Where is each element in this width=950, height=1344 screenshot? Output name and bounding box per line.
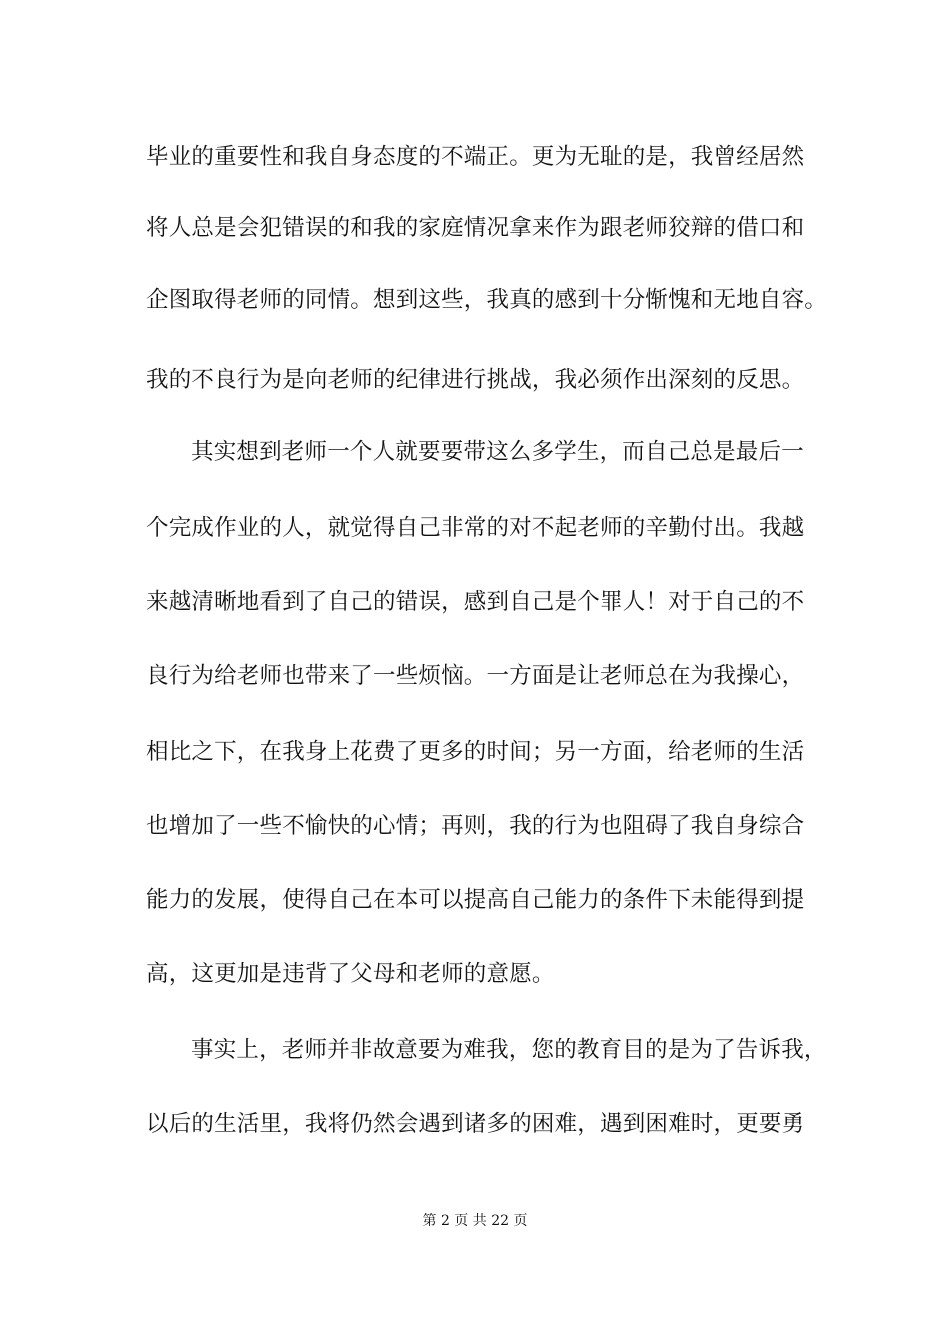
paragraph-line: 相比之下，在我身上花费了更多的时间；另一方面，给老师的生活 xyxy=(146,739,805,765)
paragraph-line: 企图取得老师的同情。想到这些，我真的感到十分惭愧和无地自容。 xyxy=(146,287,828,313)
paragraph-line: 良行为给老师也带来了一些烦恼。一方面是让老师总在为我操心， xyxy=(146,663,805,689)
paragraph-line: 以后的生活里，我将仍然会遇到诸多的困难，遇到困难时，更要勇 xyxy=(146,1111,805,1137)
paragraph-line: 高，这更加是违背了父母和老师的意愿。 xyxy=(146,961,555,987)
paragraph-line: 我的不良行为是向老师的纪律进行挑战，我必须作出深刻的反思。 xyxy=(146,367,805,393)
page-number-footer: 第 2 页 共 22 页 xyxy=(422,1213,528,1229)
paragraph-line: 将人总是会犯错误的和我的家庭情况拿来作为跟老师狡辩的借口和 xyxy=(146,215,805,241)
paragraph-line: 来越清晰地看到了自己的错误，感到自己是个罪人！对于自己的不 xyxy=(146,589,805,615)
paragraph-line: 事实上，老师并非故意要为难我，您的教育目的是为了告诉我， xyxy=(191,1037,827,1063)
paragraph-line: 其实想到老师一个人就要要带这么多学生，而自己总是最后一 xyxy=(191,439,804,465)
paragraph-line: 也增加了一些不愉快的心情；再则，我的行为也阻碍了我自身综合 xyxy=(146,813,805,839)
paragraph-line: 毕业的重要性和我自身态度的不端正。更为无耻的是，我曾经居然 xyxy=(146,144,805,170)
paragraph-line: 能力的发展，使得自己在本可以提高自己能力的条件下未能得到提 xyxy=(146,887,805,913)
paragraph-line: 个完成作业的人，就觉得自己非常的对不起老师的辛勤付出。我越 xyxy=(146,515,805,541)
